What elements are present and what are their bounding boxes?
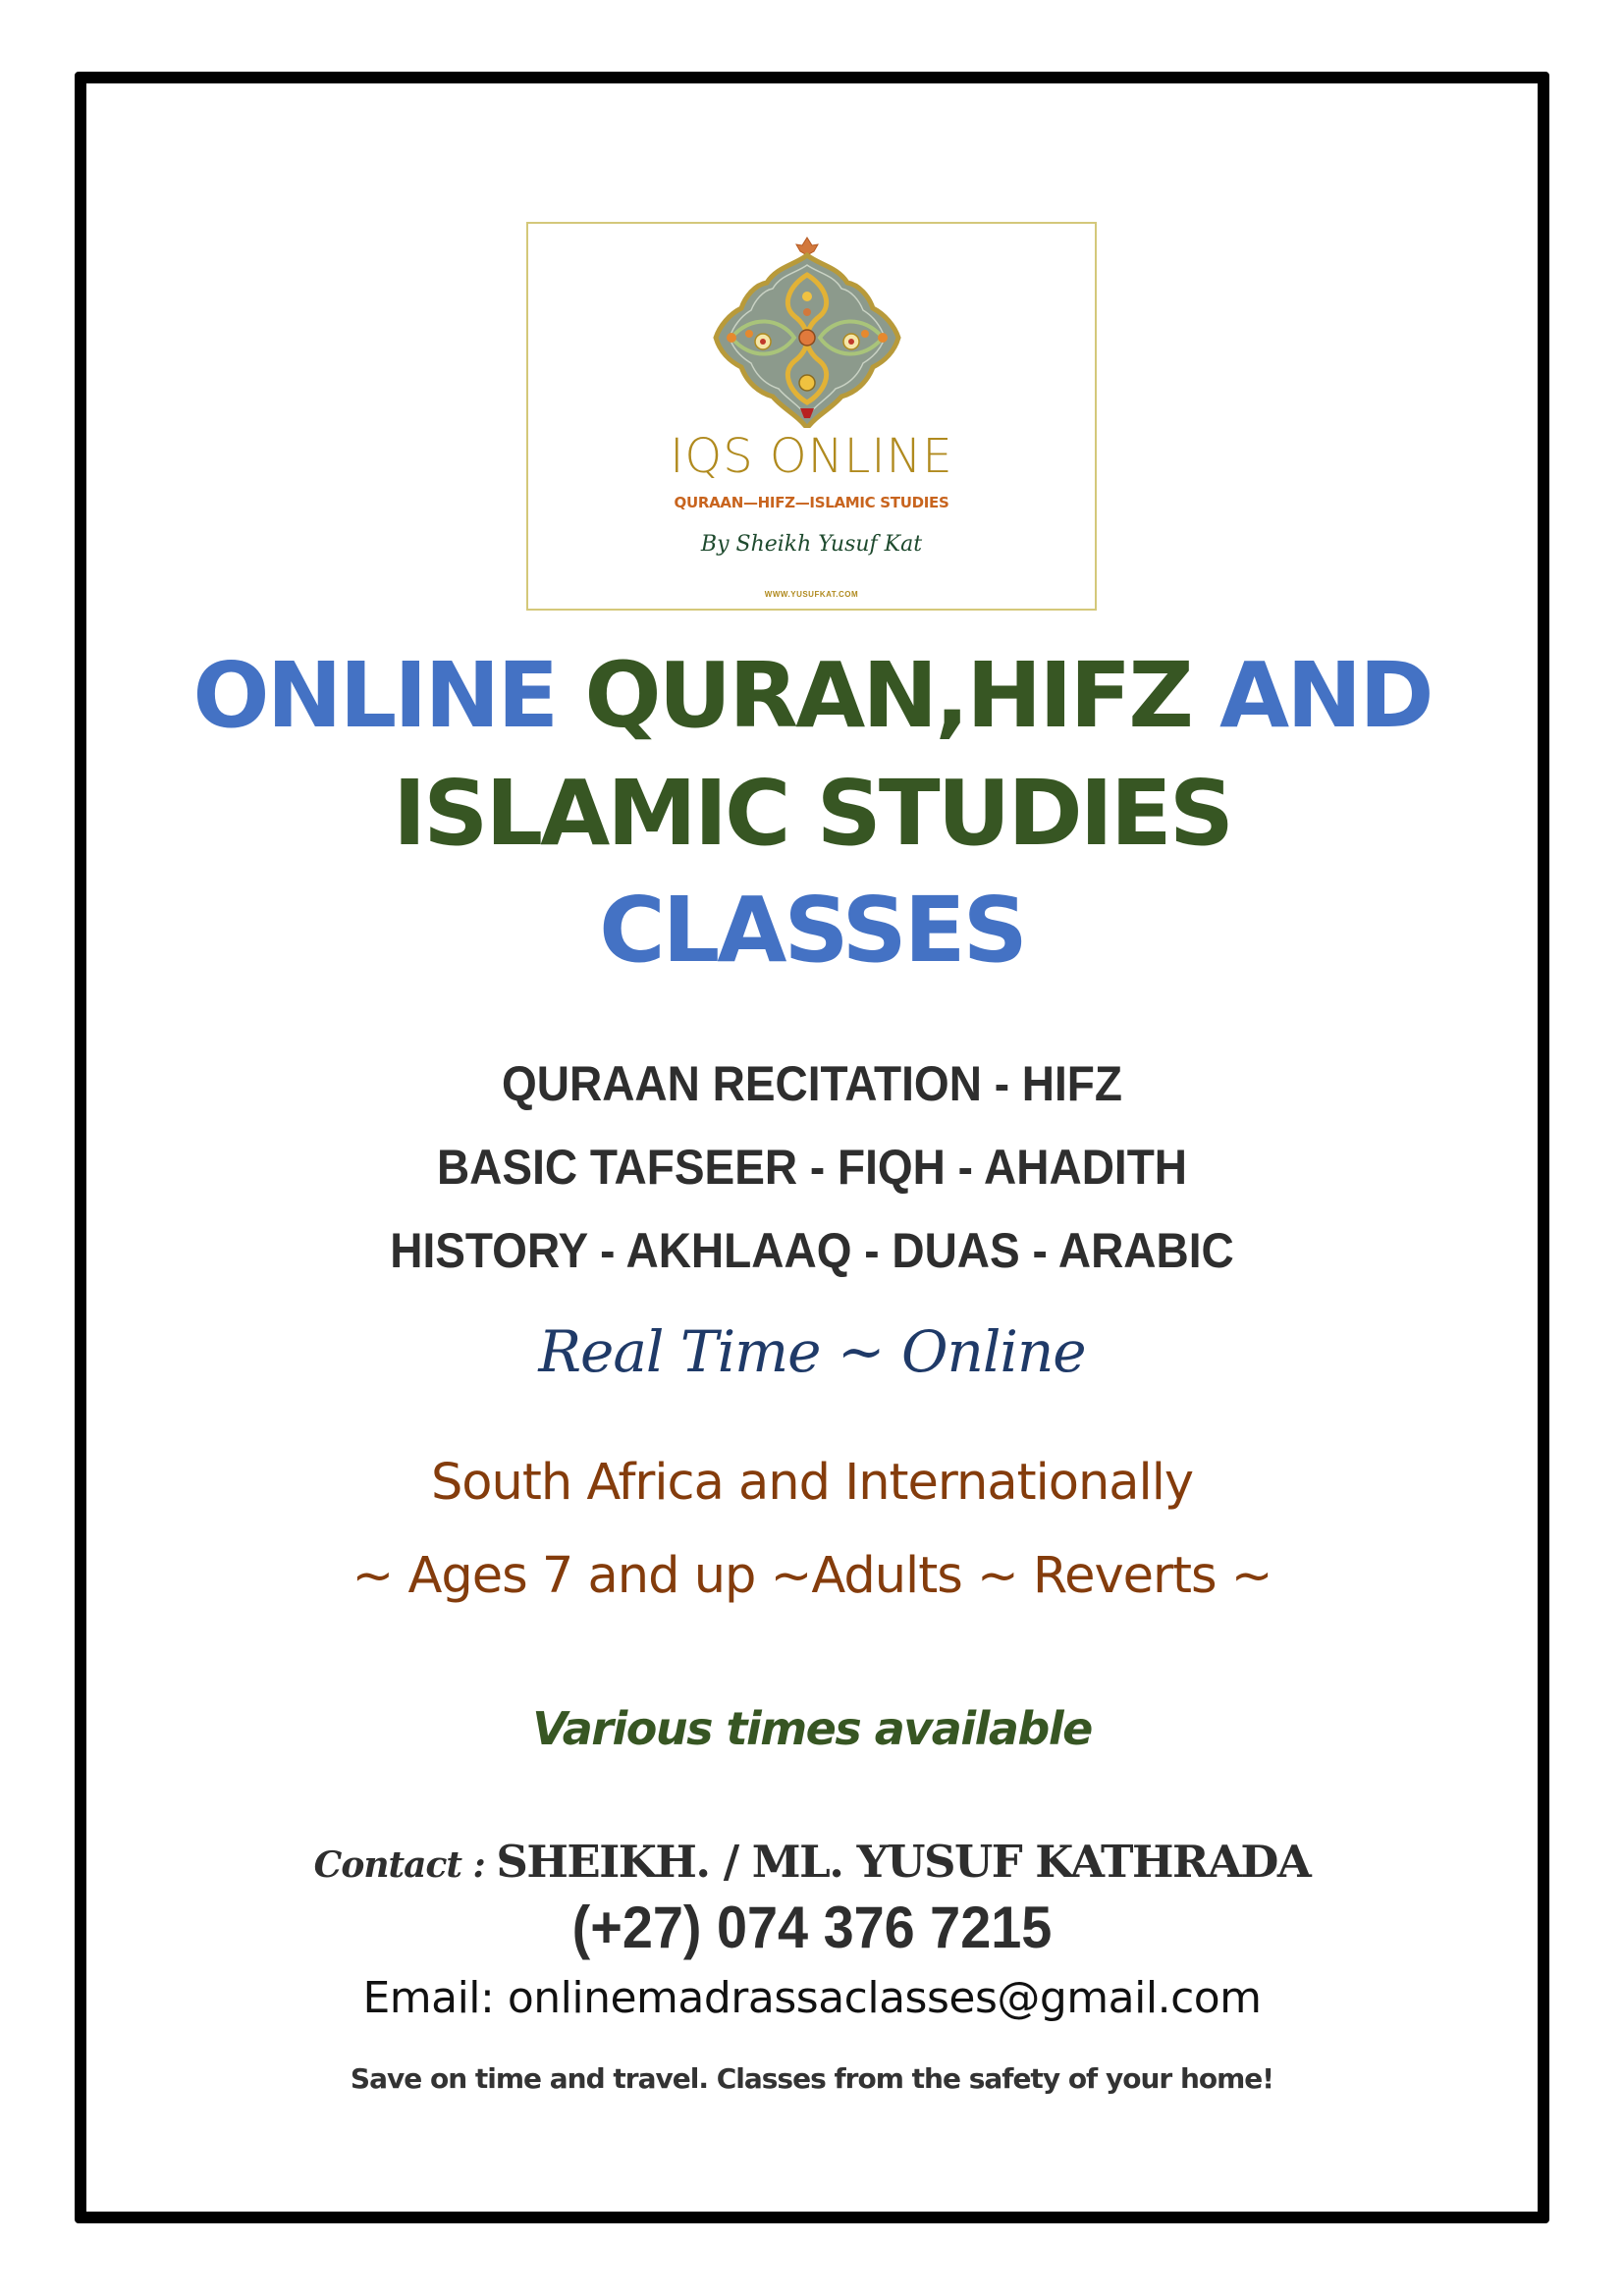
headline-line-2: ISLAMIC STUDIES: [392, 761, 1232, 866]
delivery-mode: Real Time ~ Online: [538, 1318, 1086, 1385]
contact-label: Contact :: [313, 1844, 497, 1886]
logo-tagline: QURAAN—HIFZ—ISLAMIC STUDIES: [674, 494, 949, 511]
contact-line: [0, 1836, 1624, 1888]
audience-region: South Africa and Internationally: [430, 1454, 1194, 1512]
subjects-line-3: HISTORY - AKHLAAQ - DUAS - ARABIC: [390, 1223, 1234, 1278]
headline-and: AND: [1219, 643, 1432, 748]
logo-byline: By Sheikh Yusuf Kat: [700, 532, 923, 557]
subjects-line-2: BASIC TAFSEER - FIQH - AHADITH: [436, 1140, 1188, 1195]
contact-phone[interactable]: (+27) 074 376 7215: [571, 1895, 1053, 1960]
audience-ages: ~ Ages 7 and up ~Adults ~ Reverts ~: [352, 1547, 1272, 1605]
headline-quran-hifz: QURAN,HIFZ: [584, 643, 1220, 748]
logo-card: [526, 222, 1097, 611]
headline-line-1: [0, 643, 1624, 748]
contact-email[interactable]: Email: onlinemadrassaclasses@gmail.com: [362, 1973, 1262, 2023]
footer-note: Save on time and travel. Classes from the safety of your home!: [350, 2062, 1274, 2095]
subjects-line-1: QURAAN RECITATION - HIFZ: [501, 1056, 1123, 1111]
headline-online: ONLINE: [192, 643, 585, 748]
logo-title: IQS ONLINE: [670, 429, 953, 484]
schedule-note: Various times available: [532, 1702, 1092, 1755]
logo-url: WWW.YUSUFKAT.COM: [764, 590, 859, 599]
contact-name: SHEIKH. / ML. YUSUF KATHRADA: [496, 1836, 1311, 1888]
headline-line-3: CLASSES: [599, 878, 1025, 983]
islamic-ornament-icon: [712, 236, 902, 428]
